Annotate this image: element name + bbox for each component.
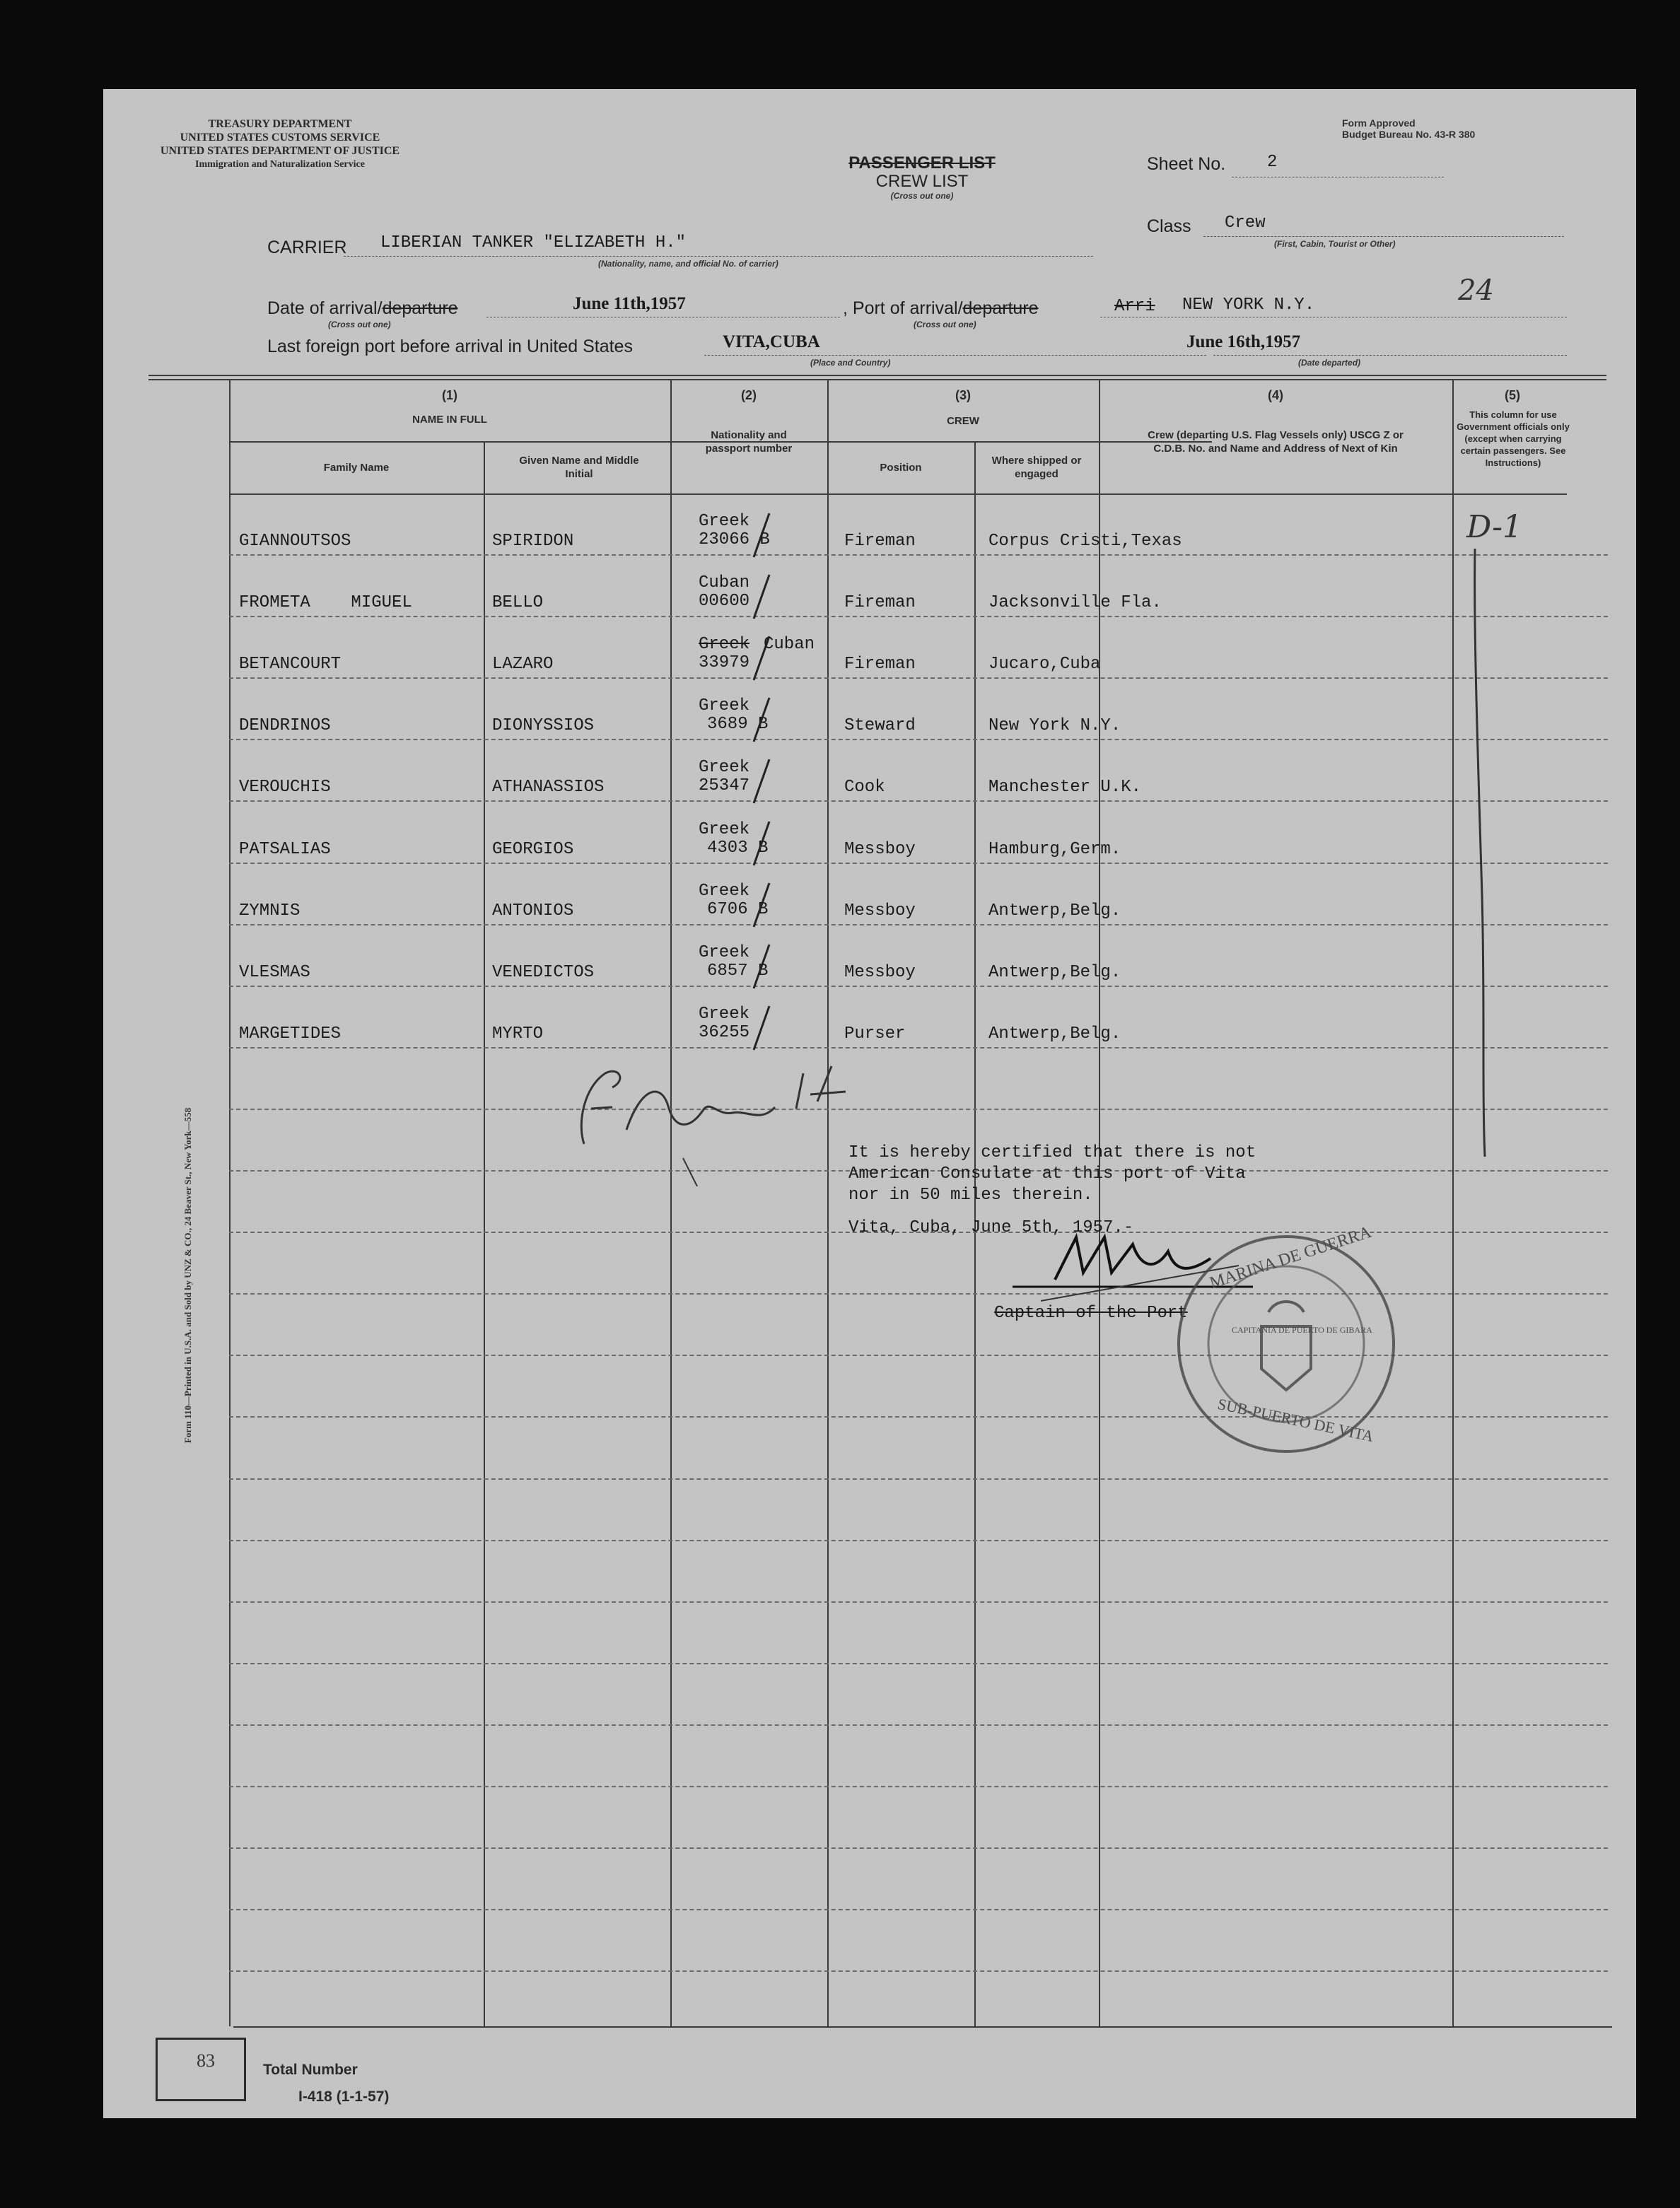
carrier-hint: (Nationality, name, and official No. of carrier) <box>598 259 778 269</box>
stamp-text-inner: CAPITANIA DE PUERTO DE GIBARA <box>1232 1325 1372 1335</box>
passport-cell: 23066 B <box>699 530 770 549</box>
shipped-cell: Antwerp,Belg. <box>988 901 1121 921</box>
certification-line-3: nor in 50 miles therein. <box>848 1186 1093 1205</box>
nationality-cell: Greek <box>699 943 750 962</box>
given-name-cell: MYRTO <box>492 1024 544 1044</box>
col1-title: NAME IN FULL <box>412 414 487 426</box>
date-departure-struck: departure <box>382 298 458 318</box>
col5-handwritten-mark: D-1 <box>1466 509 1522 545</box>
nationality-cell: Greek <box>699 1005 750 1024</box>
nationality-struck-cell: Greek <box>699 635 750 654</box>
passenger-list-struck: PASSENGER LIST <box>848 153 996 173</box>
shipped-cell: Antwerp,Belg. <box>988 1024 1121 1044</box>
given-name-cell: SPIRIDON <box>492 532 574 551</box>
col2-number: (2) <box>741 388 757 402</box>
row-rule <box>229 739 1608 740</box>
check-tick-mark <box>748 572 776 621</box>
crew-header: CREW <box>947 415 979 427</box>
row-rule <box>229 1540 1608 1541</box>
stamp-text-bottom: SUB-PUERTO DE VITA <box>1215 1394 1375 1446</box>
family-name-header: Family Name <box>323 462 390 474</box>
shipped-header: Where shipped or engaged <box>991 455 1082 480</box>
col1-number: (1) <box>442 388 457 402</box>
nationality-cell: Cuban <box>764 635 815 654</box>
shipped-cell: Jacksonville Fla. <box>988 593 1162 612</box>
row-rule <box>229 1909 1608 1910</box>
class-value: Crew <box>1225 214 1266 233</box>
col4-number: (4) <box>1268 388 1283 402</box>
check-tick-mark <box>748 942 776 991</box>
stamp-text-top: MARINA DE GUERRA <box>1207 1222 1374 1293</box>
check-tick-mark <box>748 510 776 560</box>
family-name-cell: PATSALIAS <box>239 840 331 859</box>
family-name-cell: ZYMNIS <box>239 901 301 921</box>
passport-cell: 4303 B <box>707 839 769 858</box>
nationality-cell: Greek <box>699 758 750 777</box>
family-name-cell: MARGETIDES <box>239 1024 342 1044</box>
row-rule <box>229 677 1608 679</box>
family-name-cell: DENDRINOS <box>239 716 331 735</box>
form-approved <box>1342 117 1475 140</box>
carrier-label: CARRIER <box>267 238 347 257</box>
port-typed-struck: Arri <box>1114 297 1155 316</box>
row-rule <box>229 1478 1608 1480</box>
family-name-cell: VEROUCHIS <box>239 778 331 797</box>
position-header: Position <box>880 462 922 474</box>
agency-line-customs: UNITED STATES CUSTOMS SERVICE <box>180 132 380 144</box>
row-rule <box>229 800 1608 802</box>
row-rule <box>229 986 1608 987</box>
check-tick-mark <box>748 880 776 930</box>
nationality-cell: Greek <box>699 512 750 531</box>
position-cell: Cook <box>844 778 885 797</box>
inspector-signature-text: E. Hanson I.I. <box>725 1150 795 1161</box>
agency-line-treasury: TREASURY DEPARTMENT <box>208 118 352 130</box>
crew-list-title: CREW LIST <box>875 172 969 191</box>
departed-value: June 16th,1957 <box>1186 332 1301 351</box>
given-name-cell: BELLO <box>492 593 544 612</box>
class-hint: (First, Cabin, Tourist or Other) <box>1274 239 1396 249</box>
row-rule <box>229 924 1608 925</box>
agency-line-justice: UNITED STATES DEPARTMENT OF JUSTICE <box>160 145 400 157</box>
table-top-border-2 <box>148 379 1606 380</box>
nationality-header: Nationality and passport number <box>705 429 793 455</box>
port-comma: , <box>843 298 853 318</box>
position-cell: Messboy <box>844 840 916 859</box>
check-tick-mark <box>748 633 776 683</box>
col-divider-given <box>484 441 485 2026</box>
position-cell: Messboy <box>844 901 916 921</box>
shipped-cell: Manchester U.K. <box>988 778 1142 797</box>
certification-place-date: Vita, Cuba, June 5th, 1957.- <box>848 1218 1134 1237</box>
given-name-cell: GEORGIOS <box>492 840 574 859</box>
date-hint: (Cross out one) <box>328 320 391 329</box>
position-cell: Steward <box>844 716 916 735</box>
carrier-value: LIBERIAN TANKER "ELIZABETH H." <box>380 233 687 252</box>
shipped-cell: Jucaro,Cuba <box>988 655 1101 674</box>
shipped-cell: New York N.Y. <box>988 716 1121 735</box>
nationality-cell: Cuban <box>699 573 750 592</box>
agency-header <box>132 117 428 171</box>
form-sheet <box>103 89 1636 2118</box>
family-name-cell: VLESMAS <box>239 963 310 982</box>
form-approved-line: Form Approved <box>1342 117 1416 129</box>
printer-note: Form 110—Printed in U.S.A. and Sold by UNZ & CO., 24 Beaver St., New York—558 <box>182 1107 193 1444</box>
form-code: I-418 (1-1-57) <box>298 2089 390 2105</box>
budget-bureau-line: Budget Bureau No. 43-R 380 <box>1342 129 1476 140</box>
row-rule <box>229 1663 1608 1664</box>
row-rule <box>229 1724 1608 1726</box>
sheet-label: Sheet No. <box>1147 154 1226 174</box>
passport-cell: 33979 <box>699 653 750 672</box>
passport-cell: 6857 B <box>707 962 769 981</box>
page-number-handwritten: 24 <box>1458 274 1494 307</box>
row-rule <box>229 1786 1608 1787</box>
carrier-underline <box>344 256 1093 257</box>
list-type-block <box>816 154 1028 201</box>
check-tick-mark <box>748 695 776 744</box>
row-rule <box>229 863 1608 864</box>
position-cell: Messboy <box>844 963 916 982</box>
position-cell: Fireman <box>844 655 916 674</box>
nationality-cell: Greek <box>699 696 750 715</box>
agency-line-ins: Immigration and Naturalization Service <box>195 159 365 170</box>
family-name-cell: GIANNOUTSOS <box>239 532 351 551</box>
certification-line-2: American Consulate at this port of Vita <box>848 1164 1246 1184</box>
port-departure-struck: departure <box>962 298 1039 318</box>
table-bottom-border <box>233 2026 1612 2028</box>
col-divider-official <box>1452 379 1454 2026</box>
class-label: Class <box>1147 216 1191 236</box>
departed-hint: (Date departed) <box>1298 358 1361 368</box>
shipped-cell: Corpus Cristi,Texas <box>988 532 1182 551</box>
given-name-header: Given Name and Middle Initial <box>519 455 639 480</box>
passport-cell: 00600 <box>699 592 750 611</box>
port-hint: (Cross out one) <box>914 320 976 329</box>
passport-cell: 3689 B <box>707 715 769 734</box>
passport-cell: 25347 <box>699 776 750 795</box>
given-name-cell: ATHANASSIOS <box>492 778 605 797</box>
position-cell: Fireman <box>844 532 916 551</box>
row-rule <box>229 554 1608 556</box>
position-cell: Fireman <box>844 593 916 612</box>
certification-line-1: It is hereby certified that there is not <box>848 1143 1256 1162</box>
last-port-label: Last foreign port before arrival in United States <box>267 337 633 356</box>
col-divider-nat <box>670 379 672 2026</box>
list-type-hint: (Cross out one) <box>890 191 954 201</box>
given-name-cell: ANTONIOS <box>492 901 574 921</box>
total-number-label: Total Number <box>263 2062 358 2078</box>
row-rule <box>229 1601 1608 1603</box>
col-divider-position <box>827 379 829 2026</box>
col5-number: (5) <box>1505 388 1520 402</box>
shipped-cell: Hamburg,Germ. <box>988 840 1121 859</box>
col3-number: (3) <box>955 388 971 402</box>
row-rule <box>229 616 1608 617</box>
passport-cell: 6706 B <box>707 900 769 919</box>
captain-of-port-title: Captain of the Port <box>994 1304 1188 1323</box>
header-bottom-line <box>229 493 1567 495</box>
row-rule <box>229 1970 1608 1972</box>
port-arrival-value: NEW YORK N.Y. <box>1182 296 1315 315</box>
table-top-border <box>148 375 1606 376</box>
crew-subheader-line <box>827 441 1099 443</box>
total-number-value: 83 <box>197 2050 215 2071</box>
last-port-underline <box>704 355 1206 356</box>
col-left-border <box>229 379 231 2026</box>
passport-cell: 36255 <box>699 1023 750 1042</box>
class-underline <box>1203 236 1564 237</box>
row-rule <box>229 1847 1608 1849</box>
date-arrival-value: June 11th,1957 <box>573 294 686 313</box>
last-port-value: VITA,CUBA <box>723 332 820 351</box>
check-tick-mark <box>748 757 776 806</box>
shipped-cell: Antwerp,Belg. <box>988 963 1121 982</box>
official-use-header: This column for use Government officials only (except when carrying certain passengers. See Instructions) <box>1457 409 1570 468</box>
port-arrival-text: Port of arrival/ <box>852 298 963 318</box>
given-name-cell: DIONYSSIOS <box>492 716 595 735</box>
family-name-cell: BETANCOURT <box>239 655 342 674</box>
last-port-hint: (Place and Country) <box>810 358 891 368</box>
given-name-cell: VENEDICTOS <box>492 963 595 982</box>
next-of-kin-header: Crew (departing U.S. Flag Vessels only) USCG Z or C.D.B. No. and Name and Address of Next of Kin <box>1148 429 1404 455</box>
family-name-cell: FROMETA MIGUEL <box>239 593 412 612</box>
sheet-value: 2 <box>1267 153 1278 172</box>
col5-bracket-line <box>1461 542 1517 1164</box>
nationality-cell: Greek <box>699 882 750 901</box>
nationality-cell: Greek <box>699 820 750 839</box>
check-tick-mark <box>748 819 776 868</box>
departed-underline <box>1213 355 1567 356</box>
port-arrival-label <box>843 298 1039 319</box>
given-name-cell: LAZARO <box>492 655 554 674</box>
date-arrival-label <box>267 298 458 319</box>
position-cell: Purser <box>844 1024 906 1044</box>
date-arrival-text: Date of arrival/ <box>267 298 383 318</box>
